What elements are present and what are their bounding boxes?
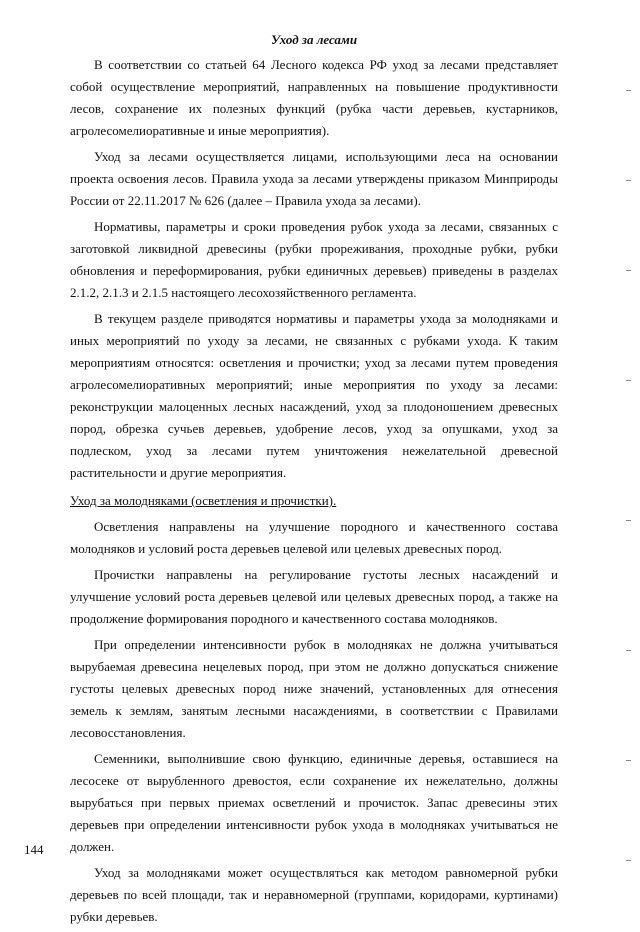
page-number: 144 bbox=[24, 842, 44, 857]
scan-mark bbox=[626, 90, 631, 91]
paragraph: Прочистки направлены на регулирование густоты лесных насаждений и улучшение условий роста деревьев целевой или целевых древесных пород, а также на продолжение формирования породного и качественного состава молодняков. bbox=[70, 567, 558, 626]
scan-mark bbox=[626, 520, 631, 521]
scan-mark bbox=[626, 760, 631, 761]
section-title: Уход за лесами bbox=[270, 32, 358, 47]
paragraph: В соответствии со статьей 64 Лесного кодекса РФ уход за лесами представляет собой осуществление мероприятий, направленных на повышение продуктивности лесов, сохранение их полезных функций (рубка части деревьев, кустарников, агролесомелиоративные и иные мероприятия). bbox=[70, 57, 558, 138]
subsection-heading: Уход за молодняками (осветления и прочистки). bbox=[70, 493, 337, 508]
paragraph: Нормативы, параметры и сроки проведения рубок ухода за лесами, связанных с заготовкой ликвидной древесины (рубки прореживания, проходные рубки, рубки обновления и переформирования, рубки единичных деревьев) приведены в разделах 2.1.2, 2.1.3 и 2.1.5 настоящего лесохозяйственного регламента. bbox=[70, 219, 558, 300]
scan-mark bbox=[626, 650, 631, 651]
paragraph: Семенники, выполнившие свою функцию, единичные деревья, оставшиеся на лесосеке от вырубленного древостоя, если сохранение их нежелательно, должны вырубаться при первых приемах осветлений и прочисток. Запас древесины этих деревьев при определении интенсивности рубок ухода в молодняках учитываться не должен. bbox=[70, 751, 558, 854]
paragraph: В текущем разделе приводятся нормативы и параметры ухода за молодняками и иных мероприятий по уходу за лесами, не связанных с рубками ухода. К таким мероприятиям относятся: осветления и прочистки; уход за лесами путем проведения агролесомелиоративных мероприятий; иные мероприятия по уходу за лесами: реконструкции малоценных лесных насаждений, уход за плодоношением древесных пород, обрезка сучьев деревьев, удобрение лесов, уход за опушками, уход за подлеском, уход за лесами путем уничтожения нежелательной древесной растительности и другие мероприятия. bbox=[70, 311, 558, 480]
paragraph: Уход за лесами осуществляется лицами, использующими леса на основании проекта освоения лесов. Правила ухода за лесами утверждены приказом Минприроды России от 22.11.2017 № 626 (далее – Правила ухода за лесами). bbox=[70, 149, 558, 208]
paragraph: При определении интенсивности рубок в молодняках не должна учитываться вырубаемая древесина нецелевых пород, при этом не должно допускаться снижение густоты целевых древесных пород ниже значений, установленных для отнесения земель к землям, занятым лесными насаждениями, в соответствии с Правилами лесовосстановления. bbox=[70, 637, 558, 740]
paragraph: Осветления направлены на улучшение породного и качественного состава молодняков и условий роста деревьев целевой или целевых древесных пород. bbox=[70, 519, 558, 556]
paragraph: Уход за молодняками может осуществляться как методом равномерной рубки деревьев по всей площади, так и неравномерной (группами, коридорами, куртинами) рубки деревьев. bbox=[70, 865, 558, 924]
scan-mark bbox=[626, 380, 631, 381]
scan-mark bbox=[626, 180, 631, 181]
scan-mark bbox=[626, 270, 631, 271]
scan-mark bbox=[626, 860, 631, 861]
document-page bbox=[70, 30, 558, 932]
